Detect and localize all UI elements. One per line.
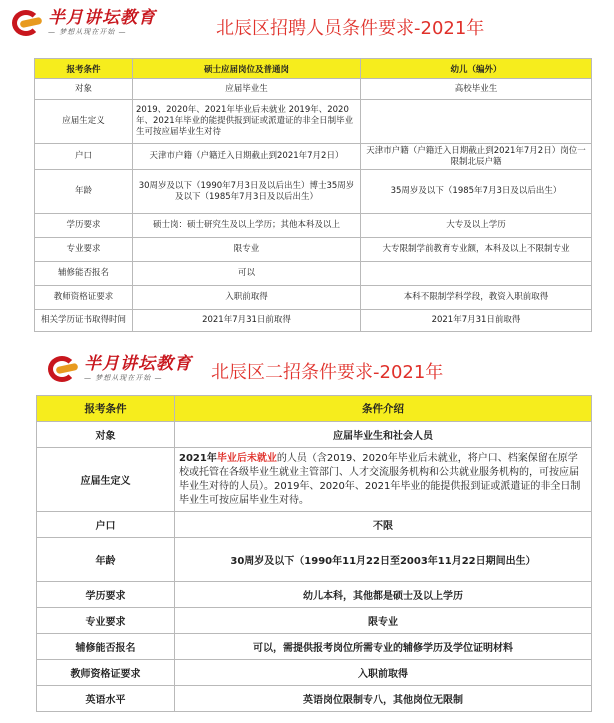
row-label: 年龄 <box>37 538 175 582</box>
cell-value: 大专及以上学历 <box>361 214 592 238</box>
recruit-conditions-table <box>34 58 592 332</box>
table-row <box>35 310 592 332</box>
cell-value: 限专业 <box>175 608 592 634</box>
cell-value: 幼儿本科，其他都是硕士及以上学历 <box>175 582 592 608</box>
cell-value: 英语岗位限制专八，其他岗位无限制 <box>175 686 592 712</box>
row-label: 户口 <box>35 144 133 170</box>
cell-value: 高校毕业生 <box>361 79 592 100</box>
cell-value: 天津市户籍（户籍迁入日期截止到2021年7月2日）岗位一限制北辰户籍 <box>361 144 592 170</box>
desc-year: 2021年 <box>179 452 217 464</box>
row-label: 年龄 <box>35 170 133 214</box>
table-row <box>37 686 592 712</box>
cell-value: 应届毕业生和社会人员 <box>175 422 592 448</box>
row-label: 户口 <box>37 512 175 538</box>
table-row <box>37 512 592 538</box>
row-label: 学历要求 <box>35 214 133 238</box>
second-recruit-conditions-table <box>36 395 592 712</box>
table-row <box>37 448 592 512</box>
cell-value: 限专业 <box>133 238 361 262</box>
header-condition: 报考条件 <box>37 396 175 422</box>
table-row <box>35 214 592 238</box>
cell-value: 入职前取得 <box>133 286 361 310</box>
row-label: 英语水平 <box>37 686 175 712</box>
logo <box>10 8 156 38</box>
table-header-row <box>35 59 592 79</box>
cell-value: 35周岁及以下（1985年7月3日及以后出生） <box>361 170 592 214</box>
table-row <box>37 582 592 608</box>
table-row <box>35 286 592 310</box>
cell-value: 本科不限制学科学段，教资入职前取得 <box>361 286 592 310</box>
row-label: 相关学历证书取得时间 <box>35 310 133 332</box>
table-row <box>37 538 592 582</box>
cell-value: 天津市户籍（户籍迁入日期截止到2021年7月2日） <box>133 144 361 170</box>
table-row <box>35 238 592 262</box>
cell-value: 入职前取得 <box>175 660 592 686</box>
cell-value: 可以 <box>133 262 361 286</box>
cell-value <box>361 100 592 144</box>
row-label: 对象 <box>37 422 175 448</box>
cell-value: 可以，需提供报考岗位所需专业的辅修学历及学位证明材料 <box>175 634 592 660</box>
row-label: 应届生定义 <box>37 448 175 512</box>
desc-rest: 的人员（含2019、2020年毕业后未就业，将户口、档案保留在原学校或托管在各级毕业生就业主管部门、人才交流服务机构和公共就业服务机构的，可按应届毕业生对待的人员）。2019年、2020年、2021年毕业的能提供报到证或派遣证的非全日制毕业生可按应届毕业生对待。 <box>179 452 581 506</box>
header-master-post: 硕士应届岗位及普通岗 <box>133 59 361 79</box>
row-label: 专业要求 <box>37 608 175 634</box>
logo-slogan: — 梦想从现在开始 — <box>48 28 127 36</box>
row-label: 教师资格证要求 <box>37 660 175 686</box>
cell-value: 2021年7月31日前取得 <box>361 310 592 332</box>
cell-value: 不限 <box>175 512 592 538</box>
cell-value: 30周岁及以下（1990年11月22日至2003年11月22日期间出生） <box>175 538 592 582</box>
table-row <box>37 608 592 634</box>
logo-name: 半月讲坛教育 <box>84 354 192 374</box>
logo-mark-icon <box>46 354 82 384</box>
row-label: 辅修能否报名 <box>37 634 175 660</box>
header-condition: 报考条件 <box>35 59 133 79</box>
cell-value: 2019、2020年、2021年毕业后未就业 2019年、2020年、2021年毕业的能提供报到证或派遣证的非全日制毕业生可按应届毕业生对待 <box>133 100 361 144</box>
cell-value <box>361 262 592 286</box>
table-row <box>35 262 592 286</box>
table-row <box>35 100 592 144</box>
logo-mark-icon <box>10 8 46 38</box>
desc-highlight: 毕业后未就业 <box>216 452 277 464</box>
row-label: 对象 <box>35 79 133 100</box>
logo-name: 半月讲坛教育 <box>48 8 156 28</box>
logo <box>46 354 192 384</box>
row-label: 教师资格证要求 <box>35 286 133 310</box>
row-label: 学历要求 <box>37 582 175 608</box>
cell-value: 2021年7月31日前取得 <box>133 310 361 332</box>
cell-value: 应届毕业生 <box>133 79 361 100</box>
section2-title: 北辰区二招条件要求-2021年 <box>211 362 444 383</box>
cell-value: 大专限制学前教育专业额，本科及以上不限制专业 <box>361 238 592 262</box>
table-row <box>35 144 592 170</box>
row-label: 应届生定义 <box>35 100 133 144</box>
cell-value: 硕士岗：硕士研究生及以上学历；其他本科及以上 <box>133 214 361 238</box>
table-row <box>37 422 592 448</box>
header-description: 条件介绍 <box>175 396 592 422</box>
section1-title: 北辰区招聘人员条件要求-2021年 <box>216 18 485 39</box>
row-label: 专业要求 <box>35 238 133 262</box>
header-kindergarten: 幼儿（编外） <box>361 59 592 79</box>
cell-value: 30周岁及以下（1990年7月3日及以后出生）博士35周岁及以下（1985年7月3日及以后出生） <box>133 170 361 214</box>
table-row <box>37 634 592 660</box>
table-row <box>35 170 592 214</box>
logo-slogan: — 梦想从现在开始 — <box>84 374 163 382</box>
cell-description <box>175 448 592 512</box>
table-row <box>35 79 592 100</box>
table-row <box>37 660 592 686</box>
table-header-row <box>37 396 592 422</box>
row-label: 辅修能否报名 <box>35 262 133 286</box>
